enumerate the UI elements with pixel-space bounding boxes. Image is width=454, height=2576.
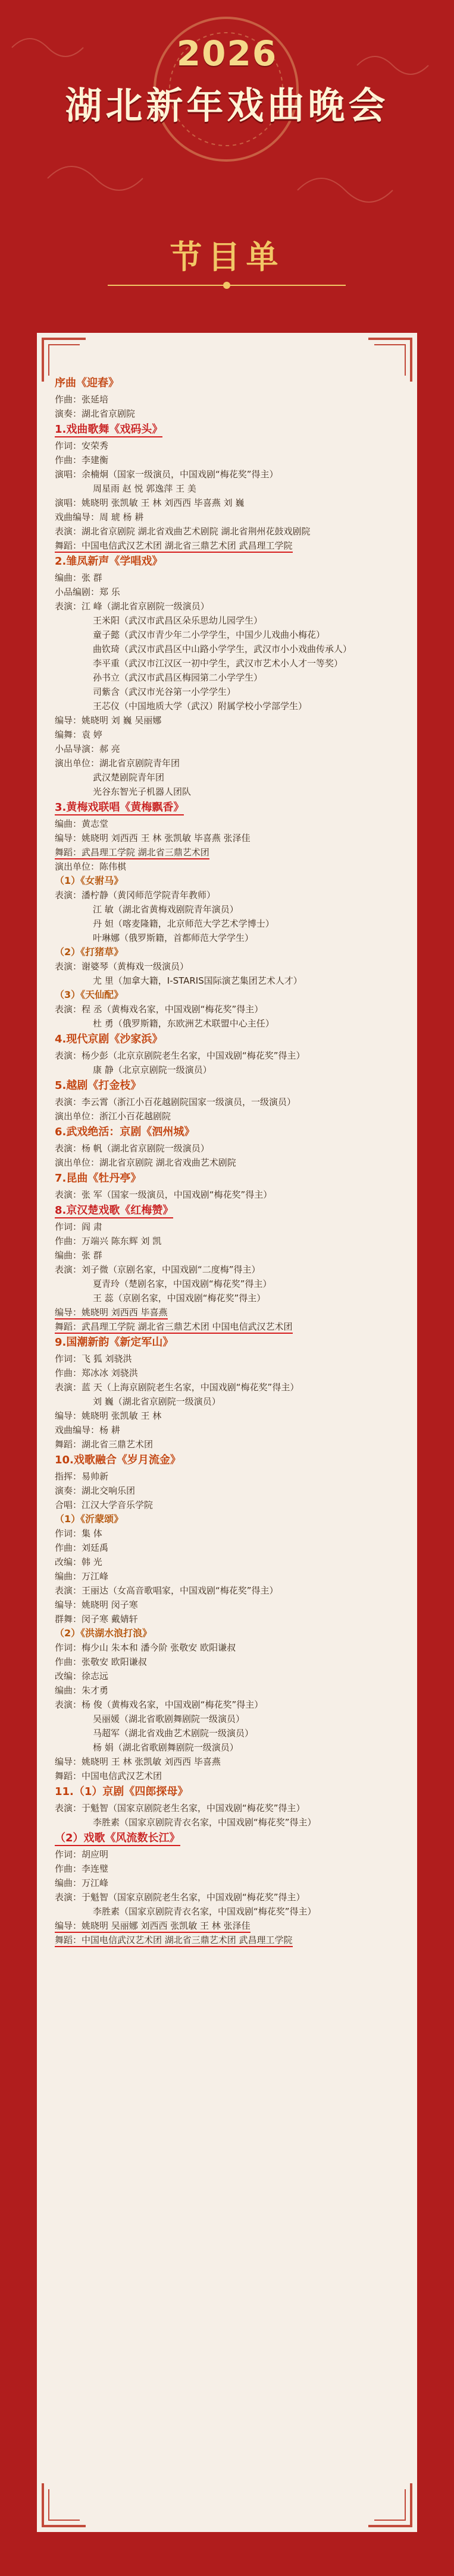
credit-line (55, 1815, 393, 1829)
line-text: 舞蹈：中国电信武汉艺术团 湖北省三鼎艺术团 武昌理工学院 (55, 1935, 293, 1947)
line-text: 编导：姚晓明 张凯敏 王 林 (55, 1410, 162, 1421)
credit-line (55, 1498, 393, 1512)
line-text: 表演：程 丞（黄梅戏名家，中国戏剧“梅花奖”得主） (55, 1004, 264, 1015)
credit-line (55, 1248, 393, 1262)
credit-line (55, 585, 393, 599)
credit-line (55, 1423, 393, 1437)
credit-line (55, 1769, 393, 1783)
line-text: 编曲：朱才勇 (55, 1685, 109, 1696)
line-text: 表演：李云霄（浙江小百花越剧院国家一级演员，一级演员） (55, 1097, 296, 1107)
line-text: （2）《打猪草》 (55, 946, 124, 958)
credit-line (55, 481, 393, 496)
line-text: 编曲：张 群 (55, 572, 102, 583)
line-text: 表演：潘柠静（黄冈师范学院青年教师） (55, 890, 216, 900)
divider-ornament-icon (108, 279, 346, 291)
credit-line (55, 1890, 393, 1904)
line-text: 演出单位：湖北省京剧院青年团 (55, 758, 180, 769)
line-text: 杜 勇（俄罗斯籍，东欧洲艺术联盟中心主任） (93, 1018, 274, 1029)
line-text: 演出单位：湖北省京剧院 湖北省戏曲艺术剧院 (55, 1157, 236, 1168)
corner-ornament-icon (40, 2481, 88, 2528)
section-title (55, 1626, 393, 1640)
credit-line (55, 917, 393, 931)
program-list (55, 374, 393, 1947)
credit-line (55, 670, 393, 685)
line-text: 作曲：万端兴 陈东辉 刘 凯 (55, 1236, 162, 1246)
line-text: 作曲：张敬安 欧阳谦叔 (55, 1657, 147, 1667)
credit-line (55, 1755, 393, 1769)
credit-line (55, 538, 393, 553)
line-text: 5.越剧《打金枝》 (55, 1079, 142, 1092)
credit-line (55, 1712, 393, 1726)
credit-line (55, 599, 393, 613)
credit-line (55, 1862, 393, 1876)
credit-line (55, 1437, 393, 1451)
line-text: 作曲：刘廷禹 (55, 1542, 109, 1553)
line-text: 表演：刘子微（京剧名家，中国戏剧“二度梅”得主） (55, 1264, 261, 1275)
line-text: 吴丽媛（湖北省歌剧舞剧院一级演员） (93, 1714, 245, 1724)
credit-line (55, 1526, 393, 1541)
credit-line (55, 571, 393, 585)
credit-line (55, 1016, 393, 1031)
line-text: 演出单位：陈伟棋 (55, 861, 127, 872)
program-title (55, 1202, 393, 1220)
line-text: 作曲：张延培 (55, 394, 109, 405)
header (0, 0, 454, 309)
credit-line (55, 1352, 393, 1366)
line-text: 编舞：袁 婷 (55, 729, 102, 740)
credit-line (55, 713, 393, 728)
credit-line (55, 845, 393, 859)
line-text: 舞蹈：中国电信武汉艺术团 湖北省三鼎艺术团 武昌理工学院 (55, 540, 293, 553)
credit-line (55, 656, 393, 670)
line-text: 改编：徐志远 (55, 1671, 109, 1681)
credit-line (55, 1188, 393, 1202)
line-text: 小品编剧：郑 乐 (55, 587, 120, 597)
line-text: 1.戏曲歌舞《戏码头》 (55, 423, 162, 437)
line-text: 表演：杨少彭（北京京剧院老生名家，中国戏剧“梅花奖”得主） (55, 1050, 305, 1061)
line-text: 作词：梅少山 朱本和 潘今阶 张敬安 欧阳谦叔 (55, 1642, 236, 1653)
credit-line (55, 1726, 393, 1740)
line-text: 李胜素（国家京剧院青衣名家，中国戏剧“梅花奖”得主） (93, 1906, 317, 1917)
credit-line (55, 974, 393, 988)
line-text: 舞蹈：武昌理工学院 湖北省三鼎艺术团 (55, 847, 209, 859)
credit-line (55, 1277, 393, 1291)
credit-line (55, 1598, 393, 1612)
line-text: 2.雏凤新声《学唱戏》 (55, 555, 163, 568)
line-text: 改编：韩 光 (55, 1557, 102, 1567)
line-text: 作词：集 体 (55, 1528, 102, 1539)
line-text: 戏曲编导：周 琥 杨 耕 (55, 512, 144, 522)
page-title: 湖北新年戏曲晚会 (65, 84, 389, 127)
line-text: （3）《天仙配》 (55, 989, 124, 1000)
program-title (55, 1123, 393, 1141)
line-text: 表演：张 军（国家一级演员，中国戏剧“梅花奖”得主） (55, 1189, 273, 1200)
line-text: （2）《洪湖水浪打浪》 (55, 1627, 152, 1639)
line-text: 表演：杨 帆（湖北省京剧院一级演员） (55, 1143, 209, 1154)
credit-line (55, 1612, 393, 1626)
line-text: 作词：安荣秀 (55, 440, 109, 451)
credit-line (55, 1683, 393, 1698)
credit-line (55, 392, 393, 407)
credit-line (55, 1063, 393, 1077)
line-text: 表演：湖北省京剧院 湖北省戏曲艺术剧院 湖北省荆州花鼓戏剧院 (55, 526, 311, 537)
section-title (55, 988, 393, 1002)
program-title (55, 553, 393, 571)
credit-line (55, 831, 393, 845)
line-text: 杨 娟（湖北省歌剧舞剧院一级演员） (93, 1742, 239, 1753)
credit-line (55, 1469, 393, 1484)
section-title (55, 874, 393, 888)
credit-line (55, 699, 393, 713)
credit-line (55, 1919, 393, 1933)
credit-line (55, 1409, 393, 1423)
credit-line (55, 1555, 393, 1569)
credit-line (55, 1801, 393, 1815)
line-text: 小品导演：郝 亮 (55, 744, 120, 754)
line-text: 演奏：湖北交响乐团 (55, 1485, 136, 1496)
line-text: 舞蹈：中国电信武汉艺术团 (55, 1771, 162, 1781)
line-text: 王芯仪（中国地质大学（武汉）附属学校小学部学生） (93, 701, 308, 711)
line-text: 编导：姚晓明 刘西西 毕喜燕 (55, 1307, 168, 1320)
line-text: 作词：飞 狐 刘骁洪 (55, 1353, 132, 1364)
credit-line (55, 1155, 393, 1170)
credit-line (55, 785, 393, 799)
credit-line (55, 1048, 393, 1063)
credit-line (55, 1394, 393, 1409)
line-text: 表演：于魁智（国家京剧院老生名家，中国戏剧“梅花奖”得主） (55, 1803, 305, 1813)
credit-line (55, 453, 393, 467)
line-text: 戏曲编导：杨 耕 (55, 1425, 120, 1435)
credit-line (55, 931, 393, 945)
credit-line (55, 496, 393, 510)
program-title (55, 799, 393, 817)
section-title (55, 945, 393, 959)
line-text: 演唱：姚晓明 张凯敏 王 林 刘西西 毕喜燕 刘 巍 (55, 497, 245, 508)
credit-line (55, 1669, 393, 1683)
credit-line (55, 888, 393, 902)
line-text: 6.武戏绝活：京剧《泗州城》 (55, 1126, 195, 1138)
credit-line (55, 685, 393, 699)
line-text: 指挥：易帅新 (55, 1471, 109, 1482)
line-text: 王米阳（武汉市武昌区朵乐思幼儿园学生） (93, 615, 263, 626)
credit-line (55, 728, 393, 742)
line-text: 江 敏（湖北省黄梅戏剧院青年演员） (93, 904, 239, 915)
section-title (55, 1512, 393, 1526)
line-text: 4.现代京剧《沙家浜》 (55, 1033, 163, 1045)
credit-line (55, 770, 393, 785)
line-text: （1）《沂蒙颂》 (55, 1513, 124, 1525)
line-text: 8.京汉楚戏歌《红梅赞》 (55, 1204, 173, 1218)
line-text: 演出单位：浙江小百花越剧院 (55, 1111, 171, 1122)
credit-line (55, 859, 393, 874)
line-text: 作曲：李连璧 (55, 1863, 109, 1874)
credit-line (55, 467, 393, 481)
credit-line (55, 1583, 393, 1598)
line-text: 11.（1）京剧《四郎探母》 (55, 1785, 189, 1798)
line-text: 演唱：余楠炯（国家一级演员，中国戏剧“梅花奖”得主） (55, 469, 278, 480)
line-text: 曲钦琦（武汉市武昌区中山路小学学生，武汉市小小戏曲传承人） (93, 644, 352, 654)
credit-line (55, 1380, 393, 1394)
line-text: 光谷东智光子机器人团队 (93, 786, 192, 797)
program-title (55, 1077, 393, 1095)
line-text: 编导：姚晓明 闵子寒 (55, 1599, 138, 1610)
line-text: 刘 巍（湖北省京剧院一级演员） (93, 1396, 221, 1407)
line-text: 作词：胡应明 (55, 1849, 109, 1860)
credit-line (55, 1109, 393, 1123)
line-text: 编曲：黄志堂 (55, 818, 109, 829)
credit-line (55, 613, 393, 628)
line-text: 10.戏歌融合《岁月流金》 (55, 1454, 181, 1466)
line-text: 叶琳娜（俄罗斯籍，首都师范大学学生） (93, 933, 254, 943)
credit-line (55, 1320, 393, 1334)
program-title (55, 1334, 393, 1352)
line-text: 作词：阎 肃 (55, 1221, 102, 1232)
line-text: 演奏：湖北省京剧院 (55, 408, 136, 419)
line-text: 司紫含（武汉市光谷第一小学学生） (93, 686, 236, 697)
credit-line (55, 756, 393, 770)
credit-line (55, 1904, 393, 1919)
line-text: 尤 里（加拿大籍，I-STARIS国际演艺集团艺术人才） (93, 975, 302, 986)
line-text: （2）戏歌《风流数长江》 (55, 1832, 180, 1846)
credit-line (55, 817, 393, 831)
line-text: 李胜素（国家京剧院青衣名家，中国戏剧“梅花奖”得主） (93, 1817, 317, 1828)
program-title (55, 1783, 393, 1801)
line-text: 童子懿（武汉市青少年二小学学生，中国少儿戏曲小梅花） (93, 629, 325, 640)
line-text: 孙书立（武汉市武昌区梅园第二小学学生） (93, 672, 263, 683)
line-text: 编导：姚晓明 刘西西 王 林 张凯敏 毕喜燕 张泽佳 (55, 833, 251, 843)
line-text: 编导：姚晓明 吴丽娜 刘西西 张凯敏 王 林 张泽佳 (55, 1920, 251, 1933)
line-text: 马超军（湖北省戏曲艺术剧院一级演员） (93, 1728, 254, 1739)
line-text: 群舞：闵子寒 戴婧轩 (55, 1614, 138, 1624)
credit-line (55, 1220, 393, 1234)
credit-line (55, 1876, 393, 1890)
year-label: 2026 (176, 33, 278, 74)
credit-line (55, 642, 393, 656)
line-text: 李平重（武汉市江汉区一初中学生，武汉市艺术小人才一等奖） (93, 658, 343, 669)
line-text: 表演：王丽达（女高音歌唱家，中国戏剧“梅花奖”得主） (55, 1585, 278, 1596)
program-title (55, 1451, 393, 1469)
line-text: 周星雨 赵 悦 郭逸萍 王 美 (93, 483, 196, 494)
credit-line (55, 1366, 393, 1380)
credit-line (55, 742, 393, 756)
line-text: 编曲：张 群 (55, 1250, 102, 1261)
line-text: 作曲：郑冰冰 刘骁洪 (55, 1368, 138, 1378)
program-title (55, 1031, 393, 1048)
program-title (55, 1829, 393, 1847)
credit-line (55, 1484, 393, 1498)
line-text: 合唱：江汉大学音乐学院 (55, 1500, 154, 1510)
line-text: 编导：姚晓明 刘 巍 吴丽娜 (55, 715, 162, 726)
line-text: 序曲《迎春》 (55, 377, 119, 389)
line-text: 表演：谢婆琴（黄梅戏一级演员） (55, 961, 189, 972)
credit-line (55, 524, 393, 538)
credit-line (55, 1305, 393, 1320)
credit-line (55, 407, 393, 421)
line-text: 9.国潮新韵《新定军山》 (55, 1336, 174, 1349)
line-text: 表演：蓝 天（上海京剧院老生名家，中国戏剧“梅花奖”得主） (55, 1382, 299, 1393)
credit-line (55, 1740, 393, 1755)
line-text: 作曲：李建衡 (55, 455, 109, 465)
program-title (55, 1170, 393, 1188)
line-text: （1）《女驸马》 (55, 875, 124, 886)
credit-line (55, 1640, 393, 1655)
credit-line (55, 1002, 393, 1016)
line-text: 表演：江 峰（湖北省京剧院一级演员） (55, 601, 209, 612)
credit-line (55, 628, 393, 642)
credit-line (55, 1262, 393, 1277)
credit-line (55, 1569, 393, 1583)
line-text: 舞蹈：湖北省三鼎艺术团 (55, 1439, 154, 1450)
credit-line (55, 1698, 393, 1712)
credit-line (55, 1291, 393, 1305)
credit-line (55, 1655, 393, 1669)
line-text: 表演：杨 俊（黄梅戏名家，中国戏剧“梅花奖”得主） (55, 1699, 264, 1710)
line-text: 3.黄梅戏联唱《黄梅飘香》 (55, 801, 184, 815)
credit-line (55, 959, 393, 974)
credit-line (55, 510, 393, 524)
program-card (37, 333, 417, 2532)
line-text: 编曲：万江峰 (55, 1878, 109, 1888)
credit-line (55, 439, 393, 453)
credit-line (55, 1541, 393, 1555)
credit-line (55, 1933, 393, 1947)
program-title (55, 421, 393, 439)
line-text: 王 蕊（京剧名家，中国戏剧“梅花奖”得主） (93, 1293, 266, 1303)
line-text: 舞蹈：武昌理工学院 湖北省三鼎艺术团 中国电信武汉艺术团 (55, 1321, 293, 1334)
line-text: 武汉楚剧院青年团 (93, 772, 165, 783)
line-text: 编曲：万江峰 (55, 1571, 109, 1582)
corner-ornament-icon (366, 2481, 414, 2528)
credit-line (55, 1234, 393, 1248)
line-text: 夏青玲（楚剧名家，中国戏剧“梅花奖”得主） (93, 1278, 272, 1289)
credit-line (55, 902, 393, 917)
program-heading: 节目单 (170, 238, 284, 276)
line-text: 表演：于魁智（国家京剧院老生名家，中国戏剧“梅花奖”得主） (55, 1892, 305, 1903)
line-text: 7.昆曲《牡丹亭》 (55, 1172, 142, 1185)
credit-line (55, 1847, 393, 1862)
line-text: 康 静（北京京剧院一级演员） (93, 1065, 212, 1075)
line-text: 编导：姚晓明 王 林 张凯敏 刘西西 毕喜燕 (55, 1756, 221, 1767)
program-title (55, 374, 393, 392)
credit-line (55, 1141, 393, 1155)
line-text: 丹 妲（喀麦隆籍，北京师范大学艺术学博士） (93, 918, 274, 929)
credit-line (55, 1095, 393, 1109)
